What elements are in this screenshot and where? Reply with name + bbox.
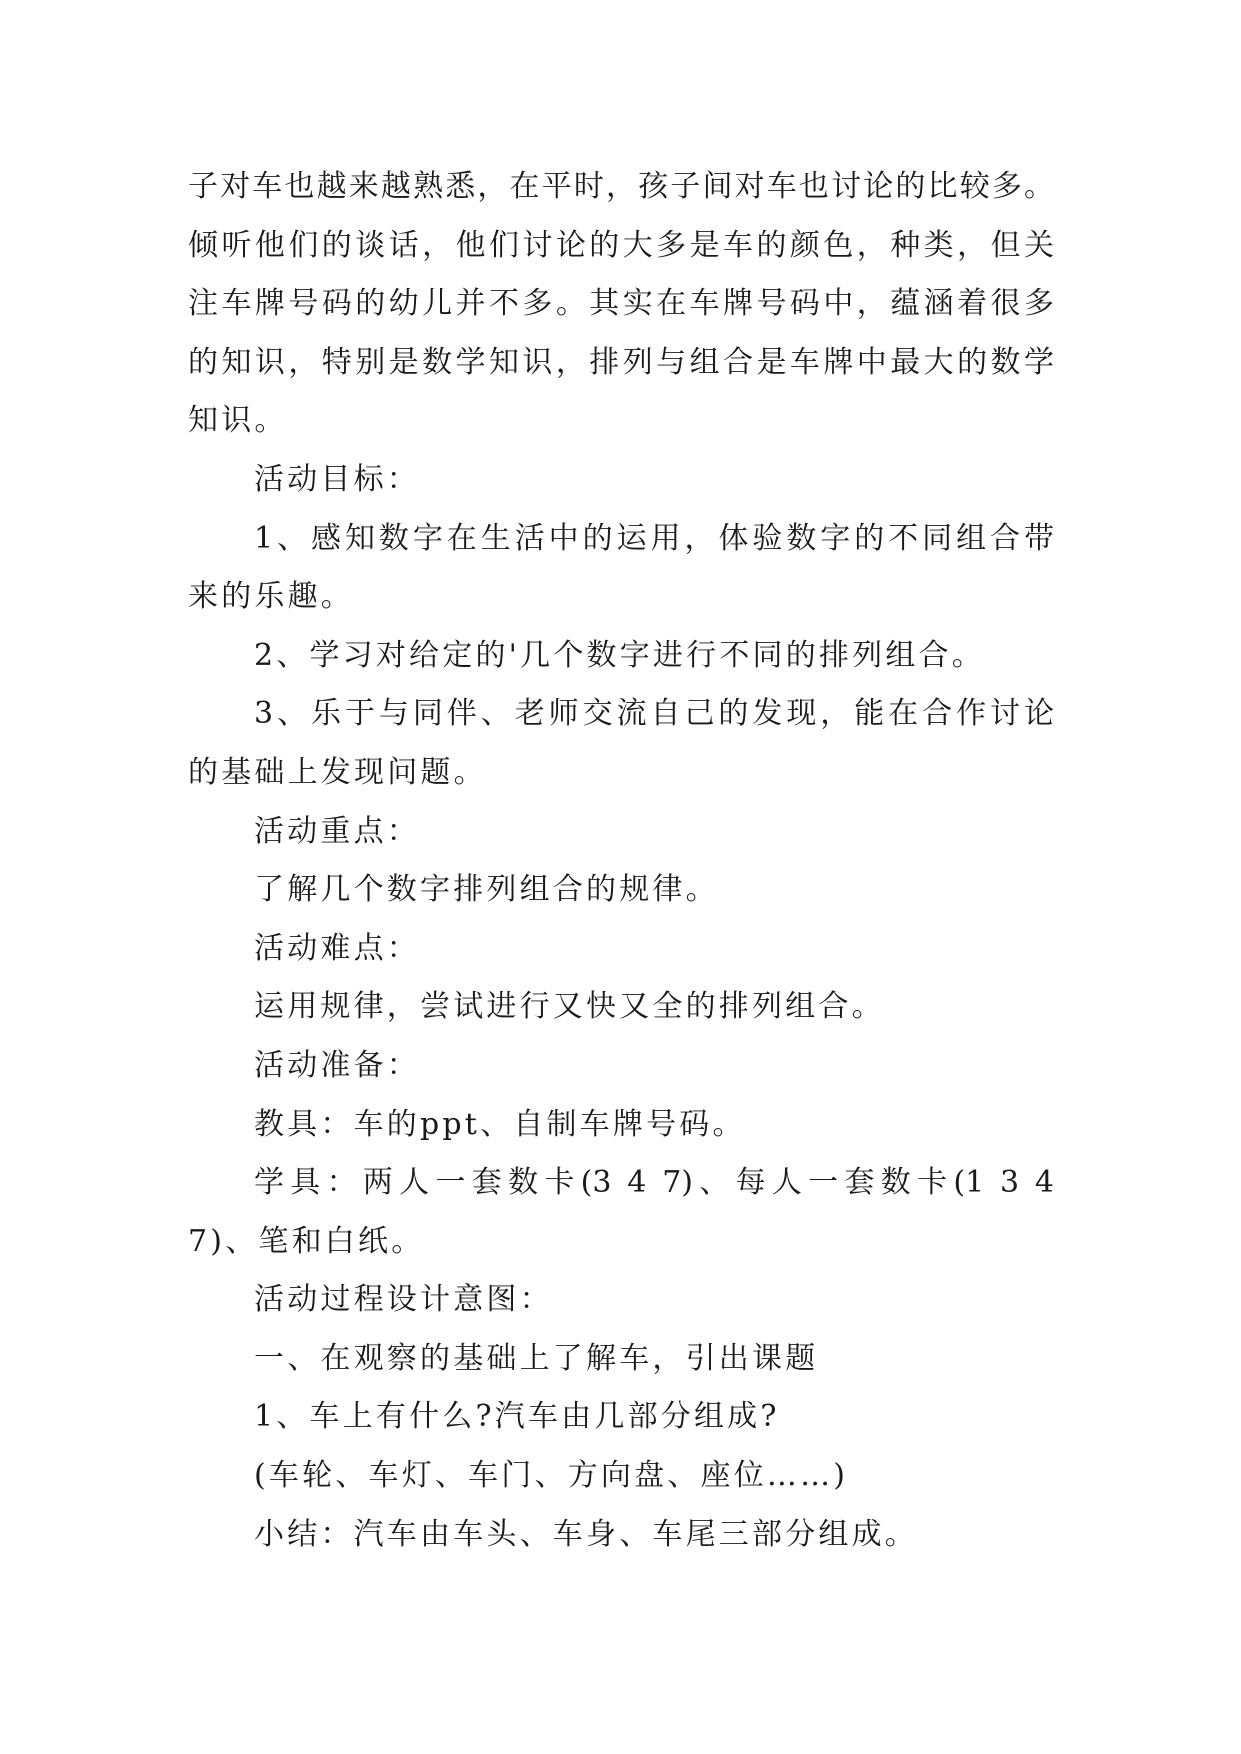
goal-item-3: 3、乐于与同伴、老师交流自己的发现，能在合作讨论 — [254, 696, 1054, 732]
body-text-line: 子对车也越来越熟悉，在平时，孩子间对车也讨论的比较多。 — [188, 169, 1054, 204]
key-point-text: 了解几个数字排列组合的规律。 — [254, 872, 719, 908]
difficulty-text: 运用规律，尝试进行又快又全的排列组合。 — [254, 989, 885, 1025]
process-step-1-heading: 一、在观察的基础上了解车，引出课题 — [254, 1340, 819, 1376]
section-heading-preparation: 活动准备： — [254, 1047, 420, 1083]
teaching-aids-text: 教具：车的ppt、自制车牌号码。 — [254, 1106, 746, 1142]
section-heading-process: 活动过程设计意图： — [254, 1282, 553, 1318]
body-text-line: 知识。 — [188, 403, 288, 439]
process-question: 1、车上有什么?汽车由几部分组成? — [254, 1399, 780, 1435]
goal-item-3-cont: 的基础上发现问题。 — [188, 754, 487, 790]
body-text-line: 倾听他们的谈话，他们讨论的大多是车的颜色，种类，但关 — [188, 227, 1054, 263]
goal-item-1-cont: 来的乐趣。 — [188, 579, 354, 615]
goal-item-1: 1、感知数字在生活中的运用，体验数字的不同组合带 — [254, 520, 1054, 556]
process-answer: (车轮、车灯、车门、方向盘、座位……) — [254, 1458, 849, 1494]
learning-aids-text: 学具：两人一套数卡(3 4 7)、每人一套数卡(1 3 4 — [254, 1165, 1054, 1201]
process-summary: 小结：汽车由车头、车身、车尾三部分组成。 — [254, 1516, 918, 1552]
body-text-line: 注车牌号码的幼儿并不多。其实在车牌号码中，蕴涵着很多 — [188, 286, 1054, 322]
section-heading-goals: 活动目标： — [254, 461, 420, 497]
section-heading-difficulty: 活动难点： — [254, 930, 420, 966]
learning-aids-text-cont: 7)、笔和白纸。 — [188, 1223, 425, 1259]
body-text-line: 的知识，特别是数学知识，排列与组合是车牌中最大的数学 — [188, 344, 1054, 380]
goal-item-2: 2、学习对给定的'几个数字进行不同的排列组合。 — [254, 637, 985, 673]
document-page — [188, 158, 1054, 1564]
section-heading-key-point: 活动重点： — [254, 813, 420, 849]
